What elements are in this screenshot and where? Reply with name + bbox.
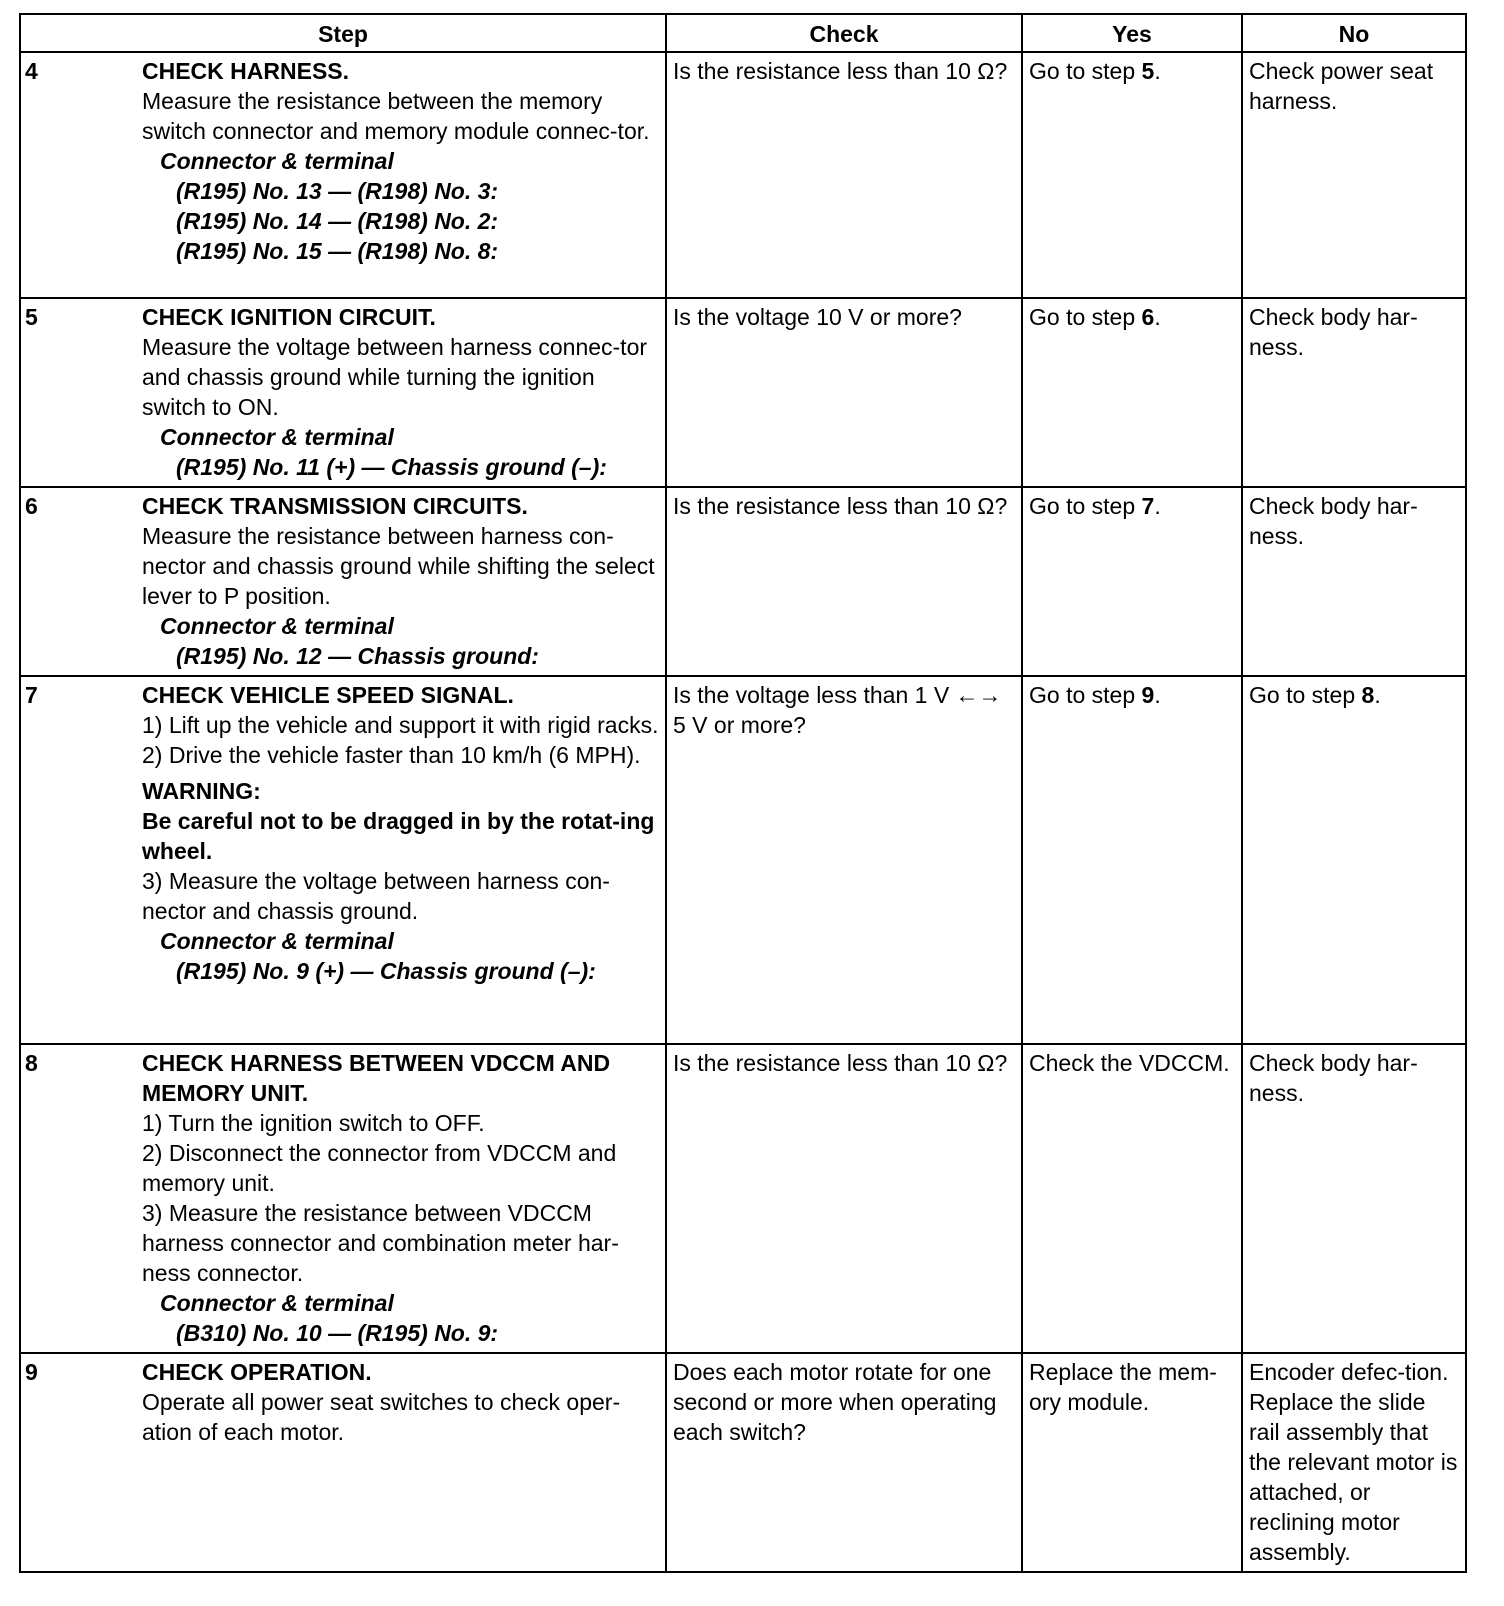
- connector-label: Connector & terminal: [160, 424, 394, 450]
- step-title: CHECK HARNESS BETWEEN VDCCM AND MEMORY UNIT.: [142, 1050, 611, 1106]
- yes-cell: Replace the mem-ory module.: [1022, 1353, 1242, 1572]
- yes-suffix: .: [1154, 682, 1161, 708]
- step-title: CHECK VEHICLE SPEED SIGNAL.: [142, 682, 514, 708]
- yes-suffix: .: [1154, 304, 1161, 330]
- no-cell: Check body har-ness.: [1242, 298, 1466, 487]
- diagnostic-procedure-table: [19, 13, 1467, 1573]
- yes-step-ref: 9: [1141, 682, 1155, 708]
- step-cell: [20, 1353, 666, 1572]
- step-number: 4: [25, 58, 38, 84]
- step-number: 5: [25, 304, 38, 330]
- step-cell: [20, 487, 666, 676]
- table-row: [20, 52, 1466, 298]
- step-cell: [20, 52, 666, 298]
- header-step: Step: [20, 14, 666, 52]
- check-cell: Is the resistance less than 10 Ω?: [666, 52, 1022, 298]
- terminal-spec: (R195) No. 9 (+) — Chassis ground (–):: [176, 958, 596, 984]
- step-instruction: Operate all power seat switches to check oper-ation of each motor.: [142, 1389, 621, 1445]
- no-cell: Check body har-ness.: [1242, 1044, 1466, 1353]
- yes-cell: [1022, 676, 1242, 1044]
- check-cell: Is the resistance less than 10 Ω?: [666, 487, 1022, 676]
- no-cell: Check body har-ness.: [1242, 487, 1466, 676]
- no-cell: Check power seat harness.: [1242, 52, 1466, 298]
- no-text: Go to step: [1249, 682, 1362, 708]
- check-cell: Is the voltage 10 V or more?: [666, 298, 1022, 487]
- yes-text: Go to step: [1029, 304, 1142, 330]
- no-cell: [1242, 676, 1466, 1044]
- table-row: [20, 1044, 1466, 1353]
- step-number: 8: [25, 1050, 38, 1076]
- no-step-ref: 8: [1361, 682, 1375, 708]
- connector-label: Connector & terminal: [160, 1290, 394, 1316]
- step-instruction: Measure the resistance between the memory switch connector and memory module connec-tor.: [142, 88, 650, 144]
- table-row: [20, 676, 1466, 1044]
- terminal-spec: (R195) No. 14 — (R198) No. 2:: [176, 208, 499, 234]
- terminal-spec: (R195) No. 13 — (R198) No. 3:: [176, 178, 499, 204]
- yes-cell: [1022, 298, 1242, 487]
- connector-label: Connector & terminal: [160, 928, 394, 954]
- header-yes: Yes: [1022, 14, 1242, 52]
- table-row: [20, 298, 1466, 487]
- step-cell: [20, 676, 666, 1044]
- step-instruction: Measure the resistance between harness con-nector and chassis ground while shifting the select lever to P position.: [142, 523, 655, 609]
- yes-step-ref: 6: [1141, 304, 1155, 330]
- step-number: 6: [25, 493, 38, 519]
- header-no: No: [1242, 14, 1466, 52]
- table-row: [20, 487, 1466, 676]
- step-instruction: 2) Disconnect the connector from VDCCM and memory unit.: [142, 1140, 617, 1196]
- terminal-spec: (R195) No. 12 — Chassis ground:: [176, 643, 539, 669]
- yes-step-ref: 5: [1141, 58, 1155, 84]
- warning-text: Be careful not to be dragged in by the rotat-ing wheel.: [142, 808, 655, 864]
- step-title: CHECK HARNESS.: [142, 58, 350, 84]
- table-row: [20, 1353, 1466, 1572]
- step-instruction: Measure the voltage between harness connec-tor and chassis ground while turning the ignition switch to ON.: [142, 334, 648, 420]
- step-instruction: 1) Turn the ignition switch to OFF.: [142, 1110, 485, 1136]
- no-suffix: .: [1374, 682, 1381, 708]
- no-cell: Encoder defec-tion. Replace the slide rail assembly that the relevant motor is attached, or reclining motor assembly.: [1242, 1353, 1466, 1572]
- step-instruction: 3) Measure the resistance between VDCCM harness connector and combination meter har-ness connector.: [142, 1200, 619, 1286]
- step-instruction: 3) Measure the voltage between harness con-nector and chassis ground.: [142, 868, 610, 924]
- yes-text: Go to step: [1029, 493, 1142, 519]
- check-cell: Does each motor rotate for one second or more when operating each switch?: [666, 1353, 1022, 1572]
- connector-label: Connector & terminal: [160, 613, 394, 639]
- check-cell: Is the voltage less than 1 V ←→ 5 V or more?: [666, 676, 1022, 1044]
- yes-suffix: .: [1154, 58, 1161, 84]
- yes-cell: Check the VDCCM.: [1022, 1044, 1242, 1353]
- step-instruction: 1) Lift up the vehicle and support it with rigid racks.: [142, 712, 659, 738]
- header-check: Check: [666, 14, 1022, 52]
- step-cell: [20, 298, 666, 487]
- connector-label: Connector & terminal: [160, 148, 394, 174]
- yes-cell: [1022, 487, 1242, 676]
- terminal-spec: (R195) No. 11 (+) — Chassis ground (–):: [176, 454, 607, 480]
- yes-cell: [1022, 52, 1242, 298]
- step-title: CHECK TRANSMISSION CIRCUITS.: [142, 493, 528, 519]
- warning-label: WARNING:: [142, 778, 261, 804]
- yes-step-ref: 7: [1141, 493, 1155, 519]
- yes-text: Go to step: [1029, 682, 1142, 708]
- step-number: 9: [25, 1359, 38, 1385]
- yes-text: Go to step: [1029, 58, 1142, 84]
- step-title: CHECK IGNITION CIRCUIT.: [142, 304, 436, 330]
- terminal-spec: (B310) No. 10 — (R195) No. 9:: [176, 1320, 499, 1346]
- step-title: CHECK OPERATION.: [142, 1359, 372, 1385]
- table-header-row: [20, 14, 1466, 52]
- step-cell: [20, 1044, 666, 1353]
- terminal-spec: (R195) No. 15 — (R198) No. 8:: [176, 238, 499, 264]
- check-cell: Is the resistance less than 10 Ω?: [666, 1044, 1022, 1353]
- step-instruction: 2) Drive the vehicle faster than 10 km/h (6 MPH).: [142, 742, 641, 768]
- yes-suffix: .: [1154, 493, 1161, 519]
- step-number: 7: [25, 682, 38, 708]
